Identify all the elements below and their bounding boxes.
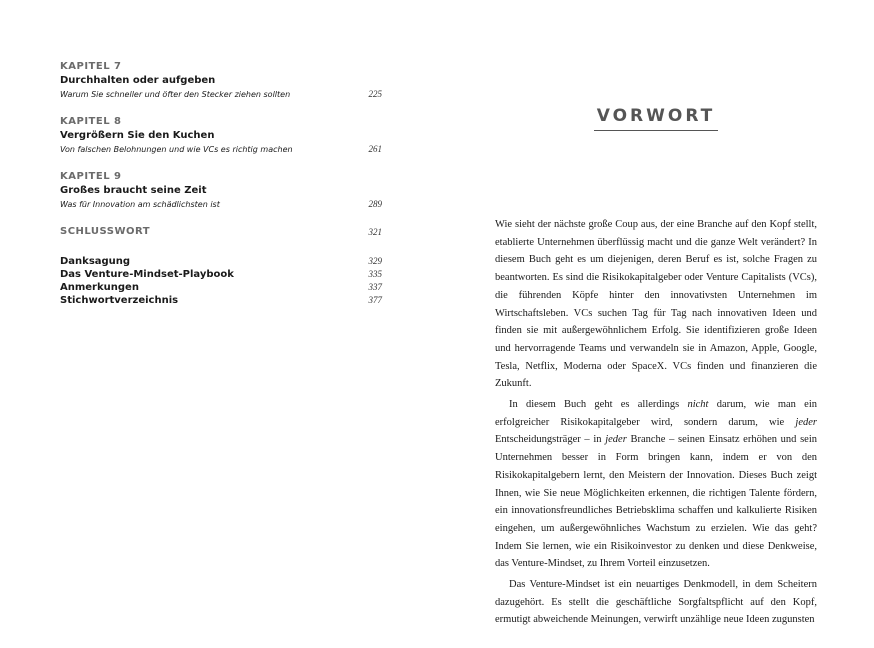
toc-back-item[interactable] [60,255,382,268]
table-of-contents [60,60,382,307]
toc-chapter-9[interactable] [60,170,382,211]
emphasis: jeder [605,434,627,446]
chapter-subtitle: Warum Sie schneller und öfter den Stecker ziehen sollten [60,90,291,99]
toc-chapter-8[interactable] [60,115,382,156]
section-heading [594,106,718,131]
body-text [495,216,817,629]
text-run: darum, wie man ein erfolgreicher Risikokapitalgeber wird, sondern darum, wie [495,399,818,428]
page-number: 261 [368,144,382,154]
paragraph-2 [495,396,817,573]
paragraph-1: Wie sieht der nächste große Coup aus, der eine Branche auf den Kopf stellt, etablierte Unternehmen überflüssig macht und die ganze Welt verändert? In diesem Buch geht es um diejenigen, deren Beruf es ist, solche Fragen zu beantworten. Es sind die Risikokapitalgeber oder Venture Capitalists (VCs), die führenden Köpfe hinter den innovativsten Unternehmen im Wirtschaftsleben. VCs suchen Tag für Tag nach innovativen Ideen und finden sie mit außergewöhnlichem Erfolg. Sie identifizieren große Ideen und hervorragende Teams und verwandeln sie in Amazon, Apple, Google, Tesla, Netflix, Moderna oder SpaceX. VCs finden und finanzieren die Zukunft. [495,219,817,390]
right-page [437,0,874,648]
chapter-label: KAPITEL 9 [60,171,122,182]
page-number: 329 [368,256,382,266]
toc-chapter-7[interactable] [60,60,382,101]
toc-back-item[interactable] [60,268,382,281]
chapter-title: Durchhalten oder aufgeben [60,75,216,86]
back-matter-label: Das Venture-Mindset-Playbook [60,269,234,280]
chapter-label: KAPITEL 8 [60,116,122,127]
page-number: 289 [368,199,382,209]
chapter-subtitle: Von falschen Belohnungen und wie VCs es richtig machen [60,145,293,154]
chapter-subtitle-row [60,88,382,101]
page-number: 377 [368,295,382,305]
chapter-subtitle-row [60,198,382,211]
text-run: Entscheidungsträger – in [495,434,606,446]
chapter-label: KAPITEL 7 [60,61,122,72]
chapter-subtitle-row [60,143,382,156]
chapter-title: Vergrößern Sie den Kuchen [60,130,215,141]
back-matter-label: Anmerkungen [60,282,139,293]
page-number: 321 [368,227,382,237]
page-number: 335 [368,269,382,279]
emphasis: jeder [795,416,817,428]
page-number: 337 [368,282,382,292]
toc-schlusswort[interactable] [60,225,382,239]
text-run: In diesem Buch geht es allerdings [509,399,688,411]
text-run: Branche – seinen Einsatz erhöhen und sein Unternehmen besser in Form bringen kann, indem er von den Risikokapitalgebern lernt, den Meistern der Innovation. Dieses Buch zeigt Ihnen, wie Sie neue Möglichkeiten erkennen, die richtigen Talente fördern, ein innovationsfreundliches Betriebsklima schaffen und kalkulierte Risiken eingehen, um außergewöhnliches Wachstum zu erzielen. Wie das geht? Indem Sie lernen, wie ein Risikoinvestor zu denken und diese Denkweise, das Venture-Mindset, zu Ihrem Vorteil einzusetzen. [495,434,818,570]
chapter-subtitle: Was für Innovation am schädlichsten ist [60,200,220,209]
back-matter-label: Danksagung [60,256,131,267]
toc-back-item[interactable] [60,294,382,307]
heading-underline [594,130,718,131]
emphasis: nicht [687,399,709,411]
back-matter-label: Stichwortverzeichnis [60,295,179,306]
chapter-title: Großes braucht seine Zeit [60,185,207,196]
vorwort-heading: VORWORT [596,106,716,126]
toc-back-item[interactable] [60,281,382,294]
schlusswort-label: SCHLUSSWORT [60,226,151,237]
paragraph-3: Das Venture-Mindset ist ein neuartiges Denkmodell, in dem Scheitern dazugehört. Es stellt die geschäftliche Sorgfaltspflicht auf den Kopf, ermutigt abweichende Meinungen, verwirft unzählige neue Ideen zugunsten [495,579,817,626]
page-number: 225 [368,89,382,99]
